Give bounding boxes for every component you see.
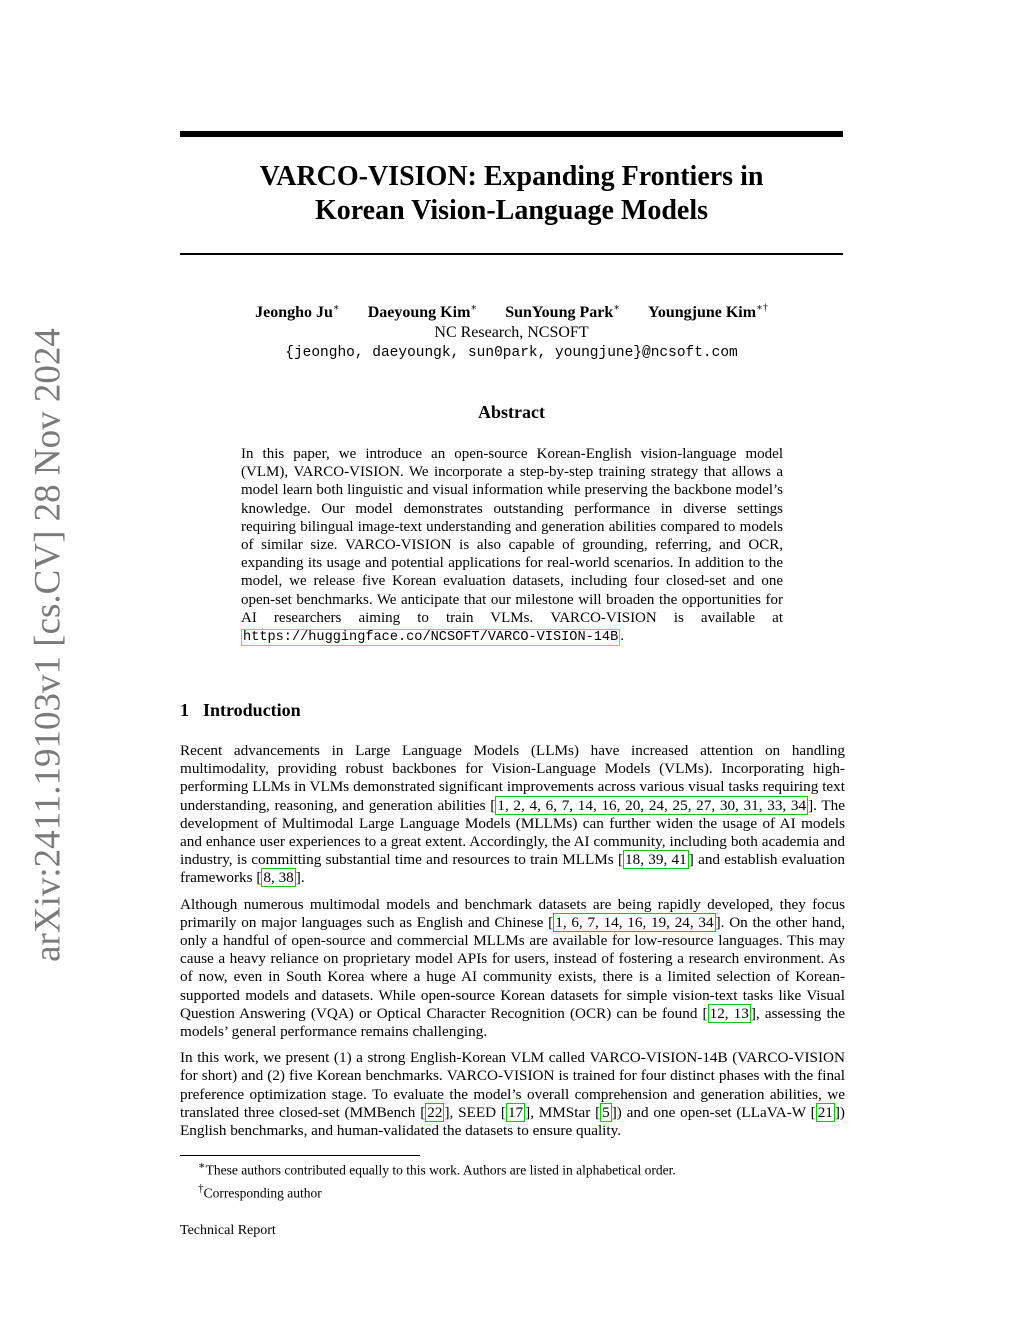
author: SunYoung Park∗ xyxy=(505,303,621,322)
model-url-link[interactable]: https://huggingface.co/NCSOFT/VARCO-VISION-14B xyxy=(243,630,619,646)
title-model-name: VARCO-VISION xyxy=(259,161,468,192)
section-heading: 1 Introduction xyxy=(180,700,301,720)
abstract-heading: Abstract xyxy=(478,402,545,422)
title-bottom-rule xyxy=(180,253,843,255)
author-emails: {jeongho, daeyoungk, sun0park, youngjune}@ncsoft.com xyxy=(285,345,738,362)
affiliation: NC Research, NCSOFT xyxy=(434,324,589,342)
footnote: †Corresponding author xyxy=(198,1182,322,1200)
paragraph: Although numerous multimodal models and benchmark datasets are being rapidly developed, they focus primarily on major languages such as English and Chinese [ 1, 6, 7, 14, 16, 19, 24, 34 ]. On the other hand, only a handful of open-source and commercial MLLMs are available for low-resource languages. This may cause a heavy reliance on proprietary model APIs for users, instead of fostering a research environment. As of now, even in South Korea where a huge AI community exists, there is a limited selection of Korean-supported models and datasets. While open-source Korean datasets for simple vision-text tasks like Visual Question Answering (VQA) or Optical Character Recognition (OCR) can be found [ 12, 13 ], assessing the models’ general performance remains challenging. xyxy=(180,895,846,1041)
footnotes xyxy=(198,1157,838,1202)
title-line2: Korean Vision-Language Models xyxy=(314,195,709,226)
citation-link[interactable]: 1, 6, 7, 14, 16, 19, 24, 34 xyxy=(555,913,714,931)
author: Daeyoung Kim∗ xyxy=(367,303,478,322)
abstract-body: In this paper, we introduce an open-source Korean-English vision-language model (VLM), VARCO-VISION. We incorporate a step-by-step training strategy that allows a model learn both linguistic and visual information while preserving the backbone model’s knowledge. Our model demonstrates outstanding performance in diverse settings requiring bilingual image-text understanding and generation abilities compared to models of similar size. VARCO-VISION is also capable of grounding, referring, and OCR, expanding its usage and potential applications for real-world scenarios. In addition to the model, we release five Korean evaluation datasets, including four closed-set and one open-set benchmarks. We anticipate that our milestone will broaden the opportunities for AI researchers aiming to train VLMs. VARCO-VISION is available at https://huggingface.co/NCSOFT/VARCO-VISION-14B . xyxy=(241,446,783,646)
citation-link[interactable]: 17 xyxy=(507,1103,524,1121)
citation-link[interactable]: 8, 38 xyxy=(263,869,294,887)
paragraph: Recent advancements in Large Language Models (LLMs) have increased attention on handling multimodality, providing robust backbones for Vision-Language Models (VLMs). Incorporating high-performing LLMs in VLMs demonstrated significant improvements across various visual tasks requiring text understanding, reasoning, and generation abilities [ 1, 2, 4, 6, 7, 14, 16, 20, 24, 25, 27, 30, 31, 33, 34 ]. The development of Multimodal Large Language Models (MLLMs) can further widen the usage of AI models and enhance user experiences to a great extent. Accordingly, the AI community, including both academia and industry, is committing substantial time and resources to train MLLMs [ 18, 39, 41 ] and establish evaluation frameworks [ 8, 38 ]. xyxy=(180,742,845,887)
arxiv-identifier-stamp: arXiv:2411.19103v1 [cs.CV] 28 Nov 2024 xyxy=(27,328,69,962)
footnote-rule xyxy=(180,1155,420,1156)
citation-link[interactable]: 12, 13 xyxy=(709,1004,749,1022)
paragraph: In this work, we present (1) a strong English-Korean VLM called VARCO-VISION-14B (VARCO-VISION for short) and (2) five Korean benchmarks. VARCO-VISION is trained for four distinct phases with the final preference optimization stage. To evaluate the model’s overall comprehension and generation abilities, we translated three closed-set (MMBench [ 22 ], SEED [ 17 ], MMStar [ 5 ]) and one open-set (LLaVA-W [ 21 ]) English benchmarks, and human-validated the datasets to ensure quality. xyxy=(180,1049,846,1140)
author-names xyxy=(180,299,843,323)
citation-link[interactable]: 1, 2, 4, 6, 7, 14, 16, 20, 24, 25, 27, 30, 31, 33, 34 xyxy=(497,796,807,814)
title-top-rule xyxy=(180,131,843,137)
footnote: ∗These authors contributed equally to this work. Authors are listed in alphabetical order. xyxy=(198,1160,676,1178)
paper-title xyxy=(180,160,843,228)
page-footer: Technical Report xyxy=(180,1223,276,1238)
citation-link[interactable]: 18, 39, 41 xyxy=(625,851,687,869)
author: Jeongho Ju∗ xyxy=(255,303,340,322)
title-line1-rest: : Expanding Frontiers in xyxy=(467,161,764,192)
citation-link[interactable]: 21 xyxy=(817,1103,833,1121)
citation-link[interactable]: 22 xyxy=(427,1103,443,1121)
introduction-body xyxy=(180,742,845,1148)
citation-link[interactable]: 5 xyxy=(602,1103,610,1121)
author: Youngjune Kim∗† xyxy=(648,303,768,322)
author-block xyxy=(180,299,843,363)
